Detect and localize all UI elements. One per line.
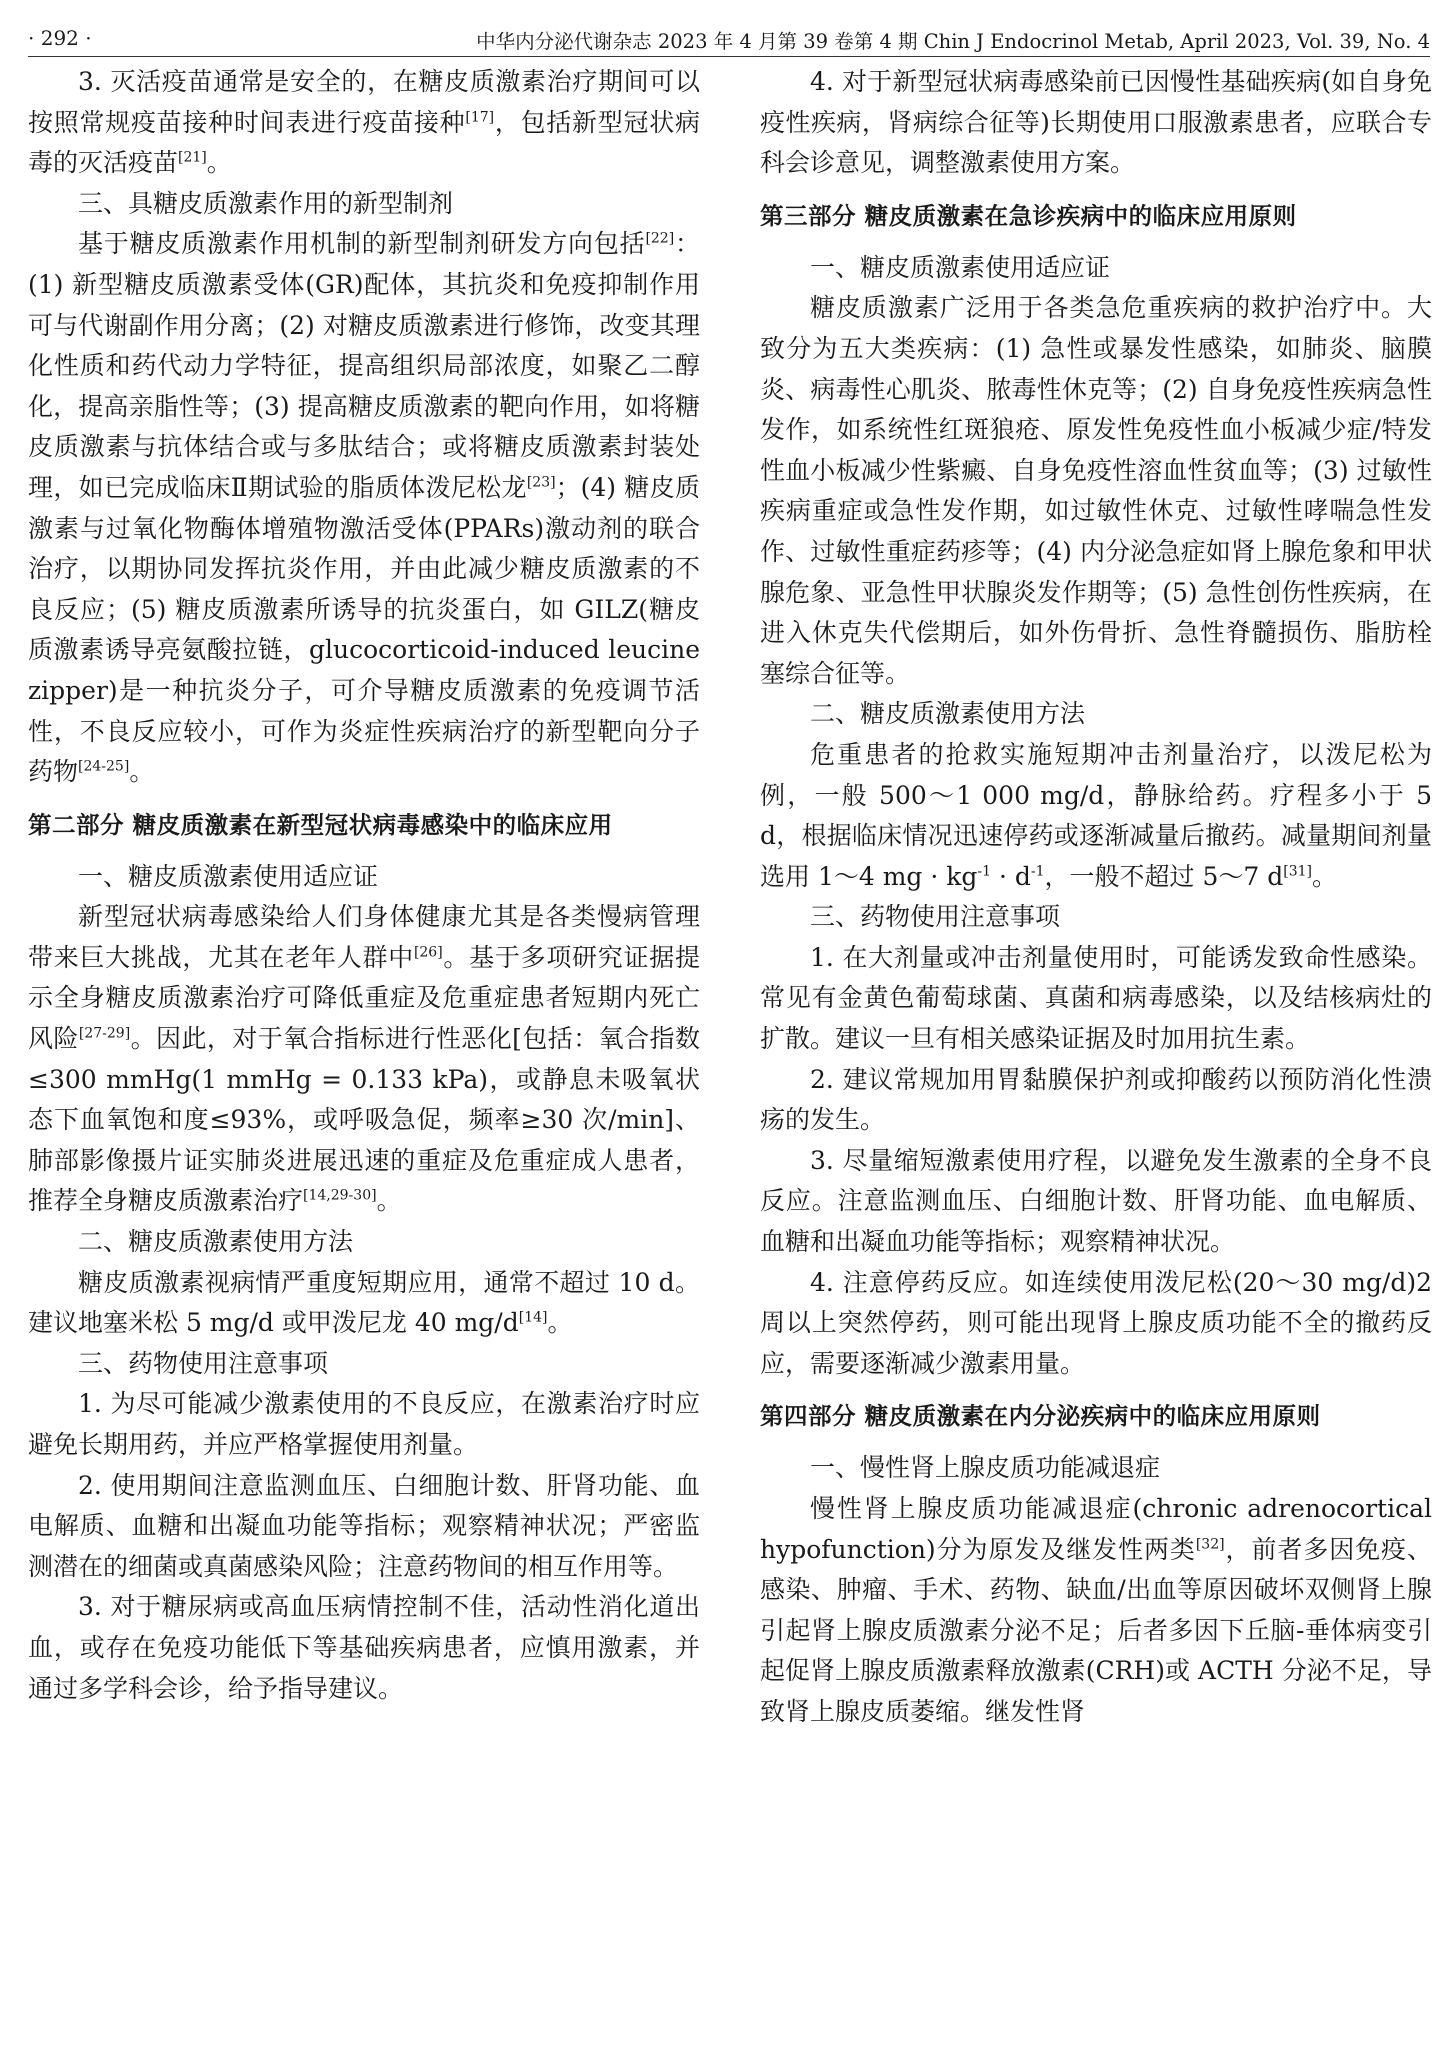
citation[interactable]: [27-29] bbox=[78, 1025, 131, 1042]
citation[interactable]: [24-25] bbox=[78, 758, 130, 775]
paragraph: 3. 灭活疫苗通常是安全的，在糖皮质激素治疗期间可以按照常规疫苗接种时间表进行疫苗接种[17]，包括新型冠状病毒的灭活疫苗[21]。 bbox=[28, 67, 700, 178]
citation[interactable]: [14,29-30] bbox=[303, 1188, 377, 1205]
journal-citation: 中华内分泌代谢杂志 2023 年 4 月第 39 卷第 4 期 Chin J Endocrinol Metab, April 2023, Vol. 39, No. 4 bbox=[476, 30, 1430, 53]
citation[interactable]: [22] bbox=[645, 231, 675, 248]
superscript: -1 bbox=[977, 863, 992, 880]
paragraph: 1. 在大剂量或冲击剂量使用时，可能诱发致命性感染。常见有金黄色葡萄球菌、真菌和病毒感染，以及结核病灶的扩散。建议一旦有相关感染证据及时加用抗生素。 bbox=[760, 942, 1432, 1054]
left-column bbox=[28, 62, 700, 1709]
paragraph: 4. 对于新型冠状病毒感染前已因慢性基础疾病(如自身免疫性疾病，肾病综合征等)长期使用口服激素患者，应联合专科会诊意见，调整激素使用方案。 bbox=[760, 67, 1432, 178]
citation[interactable]: [23] bbox=[526, 474, 556, 491]
paragraph: 3. 对于糖尿病或高血压病情控制不佳，活动性消化道出血，或存在免疫功能低下等基础疾病患者，应慎用激素，并通过多学科会诊，给予指导建议。 bbox=[28, 1592, 700, 1703]
paragraph: 糖皮质激素广泛用于各类急危重疾病的救护治疗中。大致分为五大类疾病：(1) 急性或暴发性感染，如肺炎、脑膜炎、病毒性心肌炎、脓毒性休克等；(2) 自身免疫性疾病急性发作，如系统性红斑狼疮、原发性免疫性血小板减少症/特发性血小板减少性紫癜、自身免疫性溶血性贫血等；(3) 过敏性疾病重症或急性发作期，如过敏性休克、过敏性哮喘急性发作、过敏性重症药疹等；(4) 内分泌急症如肾上腺危象和甲状腺危象、亚急性甲状腺炎发作期等；(5) 急性创伤性疾病，在进入休克失代偿期后，如外伤骨折、急性脊髓损伤、脂肪栓塞综合征等。 bbox=[760, 293, 1432, 688]
citation[interactable]: [17] bbox=[465, 109, 495, 126]
section-heading: 三、药物使用注意事项 bbox=[810, 902, 1061, 932]
section-heading: 二、糖皮质激素使用方法 bbox=[78, 1227, 354, 1257]
paragraph: 危重患者的抢救实施短期冲击剂量治疗，以泼尼松为例，一般 500～1 000 mg/d，静脉给药。疗程多小于 5 d，根据临床情况迅速停药或逐渐减量后撤药。减量期间剂量选用 1～4 mg · $kg^{-1} \cdot d^{-1}$，一般不超过 5～7 d[31]。 bbox=[760, 739, 1432, 891]
section-heading: 三、药物使用注意事项 bbox=[78, 1348, 329, 1378]
right-column bbox=[760, 62, 1432, 1733]
citation[interactable]: [31] bbox=[1283, 863, 1313, 880]
part-heading: 第二部分 糖皮质激素在新型冠状病毒感染中的临床应用 bbox=[28, 810, 613, 839]
paragraph: 4. 注意停药反应。如连续使用泼尼松(20～30 mg/d)2 周以上突然停药，则可能出现肾上腺皮质功能不全的撤药反应，需要逐渐减少激素用量。 bbox=[760, 1267, 1432, 1378]
citation[interactable]: [32] bbox=[1195, 1536, 1225, 1553]
paragraph: 2. 使用期间注意监测血压、白细胞计数、肝肾功能、血电解质、血糖和出凝血功能等指标；观察精神状况；严密监测潜在的细菌或真菌感染风险；注意药物间的相互作用等。 bbox=[28, 1470, 700, 1581]
page-number: · 292 · bbox=[28, 26, 92, 50]
section-heading: 一、糖皮质激素使用适应证 bbox=[78, 861, 379, 891]
citation[interactable]: [21] bbox=[178, 149, 207, 166]
paragraph: 1. 为尽可能减少激素使用的不良反应，在激素治疗时应避免长期用药，并应严格掌握使用剂量。 bbox=[28, 1389, 700, 1459]
section-heading: 二、糖皮质激素使用方法 bbox=[810, 699, 1086, 729]
paragraph: 糖皮质激素视病情严重度短期应用，通常不超过 10 d。建议地塞米松 5 mg/d 或甲泼尼龙 40 mg/d[14]。 bbox=[28, 1267, 700, 1338]
running-header bbox=[28, 22, 1430, 57]
part-heading: 第四部分 糖皮质激素在内分泌疾病中的临床应用原则 bbox=[760, 1402, 1321, 1431]
paragraph: 2. 建议常规加用胃黏膜保护剂或抑酸药以预防消化性溃疡的发生。 bbox=[760, 1064, 1432, 1135]
section-heading: 三、具糖皮质激素作用的新型制剂 bbox=[78, 188, 454, 218]
section-heading: 一、糖皮质激素使用适应证 bbox=[810, 252, 1111, 282]
part-heading: 第三部分 糖皮质激素在急诊疾病中的临床应用原则 bbox=[760, 201, 1297, 230]
citation[interactable]: [26] bbox=[413, 944, 443, 961]
superscript: -1 bbox=[1030, 863, 1045, 880]
paragraph: 新型冠状病毒感染给人们身体健康尤其是各类慢病管理带来巨大挑战，尤其在老年人群中[26]。基于多项研究证据提示全身糖皮质激素治疗可降低重症及危重症患者短期内死亡风险[27-29]。因此，对于氧合指标进行性恶化[包括：氧合指数≤300 mmHg(1 mmHg = 0.133 kPa)，或静息未吸氧状态下血氧饱和度≤93%，或呼吸急促，频率≥30 次/min]、肺部影像摄片证实肺炎进展迅速的重症及危重症成人患者，推荐全身糖皮质激素治疗[14,29-30]。 bbox=[28, 902, 700, 1216]
citation[interactable]: [14] bbox=[518, 1309, 548, 1326]
paragraph: 慢性肾上腺皮质功能减退症(chronic adrenocortical hypofunction)分为原发及继发性两类[32]，前者多因免疫、感染、肿瘤、手术、药物、缺血/出血等原因破坏双侧肾上腺引起肾上腺皮质激素分泌不足；后者多因下丘脑-垂体病变引起促肾上腺皮质激素释放激素(CRH)或 ACTH 分泌不足，导致肾上腺皮质萎缩。继发性肾 bbox=[760, 1494, 1432, 1726]
paragraph: 基于糖皮质激素作用机制的新型制剂研发方向包括[22]：(1) 新型糖皮质激素受体(GR)配体，其抗炎和免疫抑制作用可与代谢副作用分离；(2) 对糖皮质激素进行修饰，改变其理化性质和药代动力学特征，提高组织局部浓度，如聚乙二醇化，提高亲脂性等；(3) 提高糖皮质激素的靶向作用，如将糖皮质激素与抗体结合或与多肽结合；或将糖皮质激素封装处理，如已完成临床Ⅱ期试验的脂质体泼尼松龙[23]；(4) 糖皮质激素与过氧化物酶体增殖物激活受体(PPARs)激动剂的联合治疗，以期协同发挥抗炎作用，并由此减少糖皮质激素的不良反应；(5) 糖皮质激素所诱导的抗炎蛋白，如 GILZ(糖皮质激素诱导亮氨酸拉链，glucocorticoid-induced leucine zipper)是一种抗炎分子，可介导糖皮质激素的免疫调节活性，不良反应较小，可作为炎症性疾病治疗的新型靶向分子药物[24-25]。 bbox=[28, 229, 700, 787]
paragraph: 3. 尽量缩短激素使用疗程，以避免发生激素的全身不良反应。注意监测血压、白细胞计数、肝肾功能、血电解质、血糖和出凝血功能等指标；观察精神状况。 bbox=[760, 1145, 1432, 1257]
section-heading: 一、慢性肾上腺皮质功能减退症 bbox=[810, 1453, 1161, 1483]
